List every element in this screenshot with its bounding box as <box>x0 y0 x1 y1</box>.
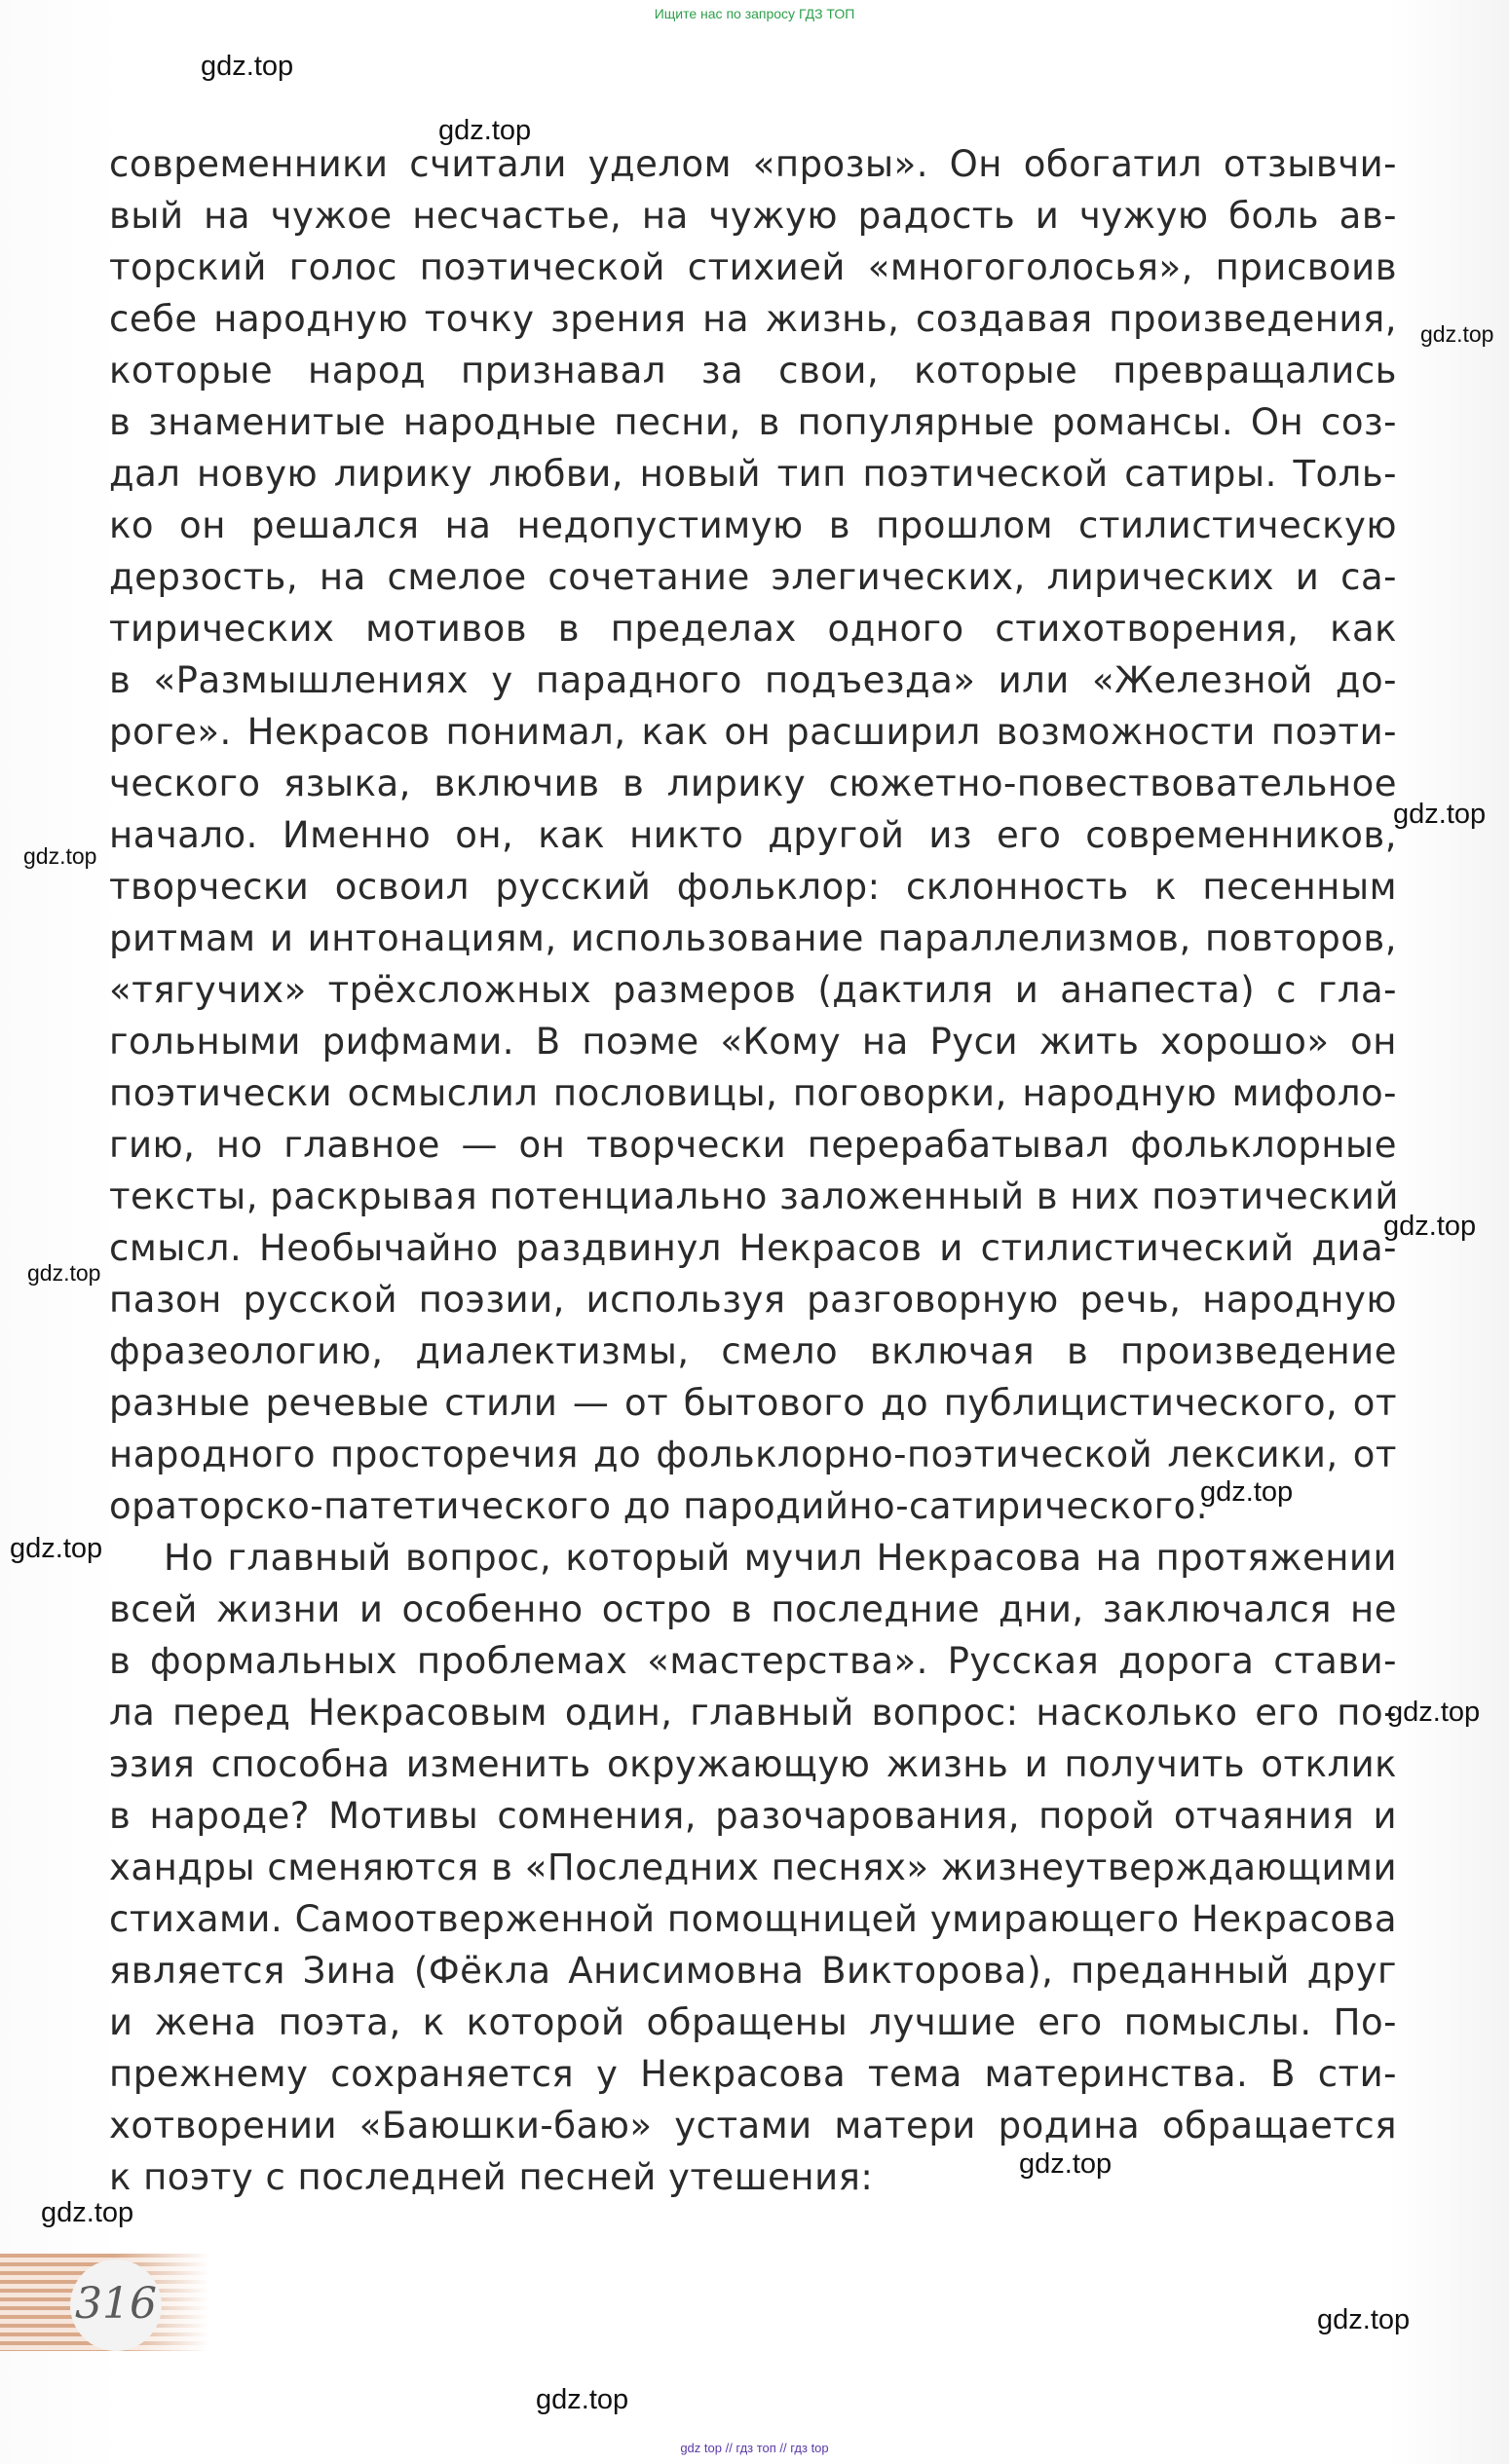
watermark: gdz.top <box>1019 2148 1113 2180</box>
text-line: «тягучих» трёхсложных размеров (дактиля и анапеста) с гла- <box>109 969 1397 1011</box>
watermark: gdz.top <box>1387 1697 1481 1728</box>
text-line: дерзость, на смелое сочетание элегических, лирических и са- <box>109 556 1397 598</box>
text-line: фразеологию, диалектизмы, смело включая в произведение <box>109 1330 1397 1372</box>
text-line: современники считали уделом «прозы». Он обогатил отзывчи- <box>109 143 1397 185</box>
text-line: торский голос поэтической стихией «многоголосья», присвоив <box>109 246 1397 288</box>
text-line: и жена поэта, к которой обращены лучшие его помыслы. По- <box>109 2001 1397 2043</box>
text-line: начало. Именно он, как никто другой из его современников, <box>109 814 1397 856</box>
text-line: в формальных проблемах «мастерства». Русская дорога стави- <box>109 1640 1397 1682</box>
watermark: gdz.top <box>27 1260 101 1286</box>
watermark: gdz.top <box>1200 1476 1294 1508</box>
text-line: ко он решался на недопустимую в прошлом стилистическую <box>109 504 1397 546</box>
paragraph-2 <box>109 1532 1397 2203</box>
text-line: ораторско-патетического до пародийно-сатирического. <box>109 1485 1208 1527</box>
text-line: смысл. Необычайно раздвинул Некрасов и стилистический диа- <box>109 1227 1397 1269</box>
watermark: gdz.top <box>201 51 294 82</box>
text-line: творчески освоил русский фольклор: склонность к песенным <box>109 866 1397 908</box>
watermark: gdz.top <box>1383 1211 1477 1242</box>
text-line: эзия способна изменить окружающую жизнь и получить отклик <box>109 1743 1397 1785</box>
text-line: Но главный вопрос, который мучил Некрасова на протяжении <box>164 1537 1397 1579</box>
text-line: ритмам и интонациям, использование параллелизмов, повторов, <box>109 917 1397 959</box>
text-line: тирических мотивов в пределах одного стихотворения, как <box>109 608 1397 650</box>
text-line: в знаменитые народные песни, в популярные романсы. Он соз- <box>109 401 1397 443</box>
text-line: к поэту с последней песней утешения: <box>109 2156 874 2198</box>
text-line: стихами. Самоотверженной помощницей умирающего Некрасова <box>109 1898 1397 1940</box>
text-line: ла перед Некрасовым один, главный вопрос: насколько его по- <box>109 1692 1397 1734</box>
body-text <box>109 138 1397 2203</box>
text-line: разные речевые стили — от бытового до публицистического, от <box>109 1382 1397 1424</box>
watermark: gdz.top <box>1420 321 1494 347</box>
text-line: является Зина (Фёкла Анисимовна Викторова), преданный друг <box>109 1950 1397 1992</box>
text-line: которые народ признавал за свои, которые превращались <box>109 350 1397 392</box>
text-line: в народе? Мотивы сомнения, разочарования, порой отчаяния и <box>109 1795 1397 1837</box>
text-line: прежнему сохраняется у Некрасова тема материнства. В сти- <box>109 2053 1397 2095</box>
footer-links[interactable]: gdz top // гдз топ // гдз top <box>680 2441 829 2455</box>
page-number: 316 <box>75 2279 157 2329</box>
text-line: народного просторечия до фольклорно-поэтической лексики, от <box>109 1434 1397 1475</box>
watermark: gdz.top <box>438 115 532 146</box>
watermark: gdz.top <box>1393 799 1487 830</box>
text-line: поэтически осмыслил пословицы, поговорки, народную мифоло- <box>109 1072 1397 1114</box>
text-line: дал новую лирику любви, новый тип поэтической сатиры. Толь- <box>109 453 1397 495</box>
text-line: себе народную точку зрения на жизнь, создавая произведения, <box>109 298 1397 340</box>
text-line: в «Размышлениях у парадного подъезда» или «Железной до- <box>109 659 1397 701</box>
text-line: пазон русской поэзии, используя разговорную речь, народную <box>109 1279 1397 1321</box>
watermark: gdz.top <box>23 843 97 869</box>
watermark: gdz.top <box>536 2384 629 2415</box>
watermark: gdz.top <box>10 1533 103 1564</box>
paragraph-1 <box>109 138 1397 1532</box>
text-line: тексты, раскрывая потенциально заложенный в них поэтический <box>109 1176 1399 1217</box>
header-search-hint[interactable]: Ищите нас по запросу ГДЗ ТОП <box>654 6 855 21</box>
text-line: гию, но главное — он творчески перерабатывал фольклорные <box>109 1124 1397 1166</box>
text-line: ческого языка, включив в лирику сюжетно-повествовательное <box>109 763 1397 804</box>
watermark: gdz.top <box>41 2197 134 2228</box>
watermark: gdz.top <box>1317 2304 1411 2335</box>
text-line: роге». Некрасов понимал, как он расширил возможности поэти- <box>109 711 1397 753</box>
text-line: хотворении «Баюшки-баю» устами матери родина обращается <box>109 2105 1397 2147</box>
text-line: гольными рифмами. В поэме «Кому на Руси жить хорошо» он <box>109 1021 1397 1063</box>
text-line: хандры сменяются в «Последних песнях» жизнеутверждающими <box>109 1847 1397 1888</box>
text-line: вый на чужое несчастье, на чужую радость и чужую боль ав- <box>109 195 1397 237</box>
text-line: всей жизни и особенно остро в последние дни, заключался не <box>109 1588 1397 1630</box>
